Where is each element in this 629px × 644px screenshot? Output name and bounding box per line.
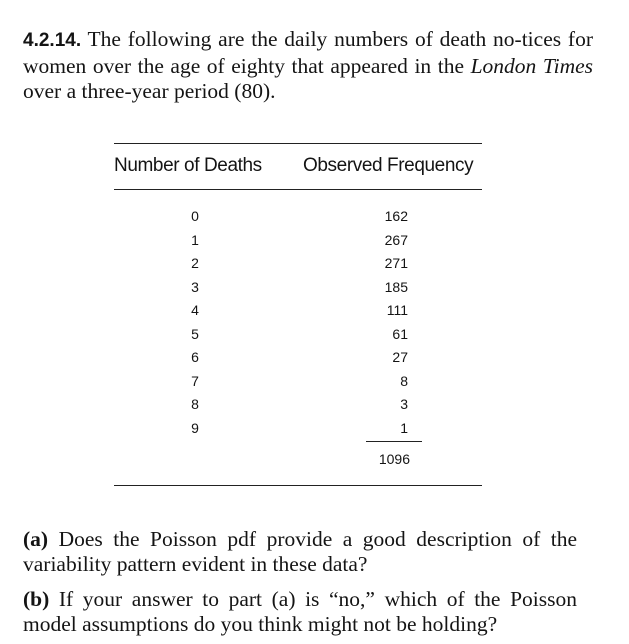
frequency-cell: 162 — [384, 208, 408, 224]
question-b — [23, 587, 577, 637]
problem-text-after: over a three-year period (80). — [23, 79, 276, 103]
frequency-cell: 8 — [400, 372, 408, 389]
question-b-text: If your answer to part (a) is “no,” which of the Poisson model assumptions do you think might not be holding? — [23, 587, 577, 636]
frequency-total: 1096 — [378, 451, 410, 467]
question-a-text: Does the Poisson pdf provide a good description of the variability pattern evident in these data? — [23, 527, 577, 576]
question-a-label: (a) — [23, 527, 49, 551]
frequency-cell: 185 — [384, 278, 408, 295]
deaths-cell: 7 — [191, 372, 199, 389]
deaths-cell: 9 — [191, 419, 199, 436]
publication-name: London Times — [470, 53, 594, 78]
problem-number: 4.2.14. — [23, 30, 82, 51]
header-observed-frequency: Observed Frequency — [303, 155, 474, 176]
deaths-cell: 2 — [191, 255, 199, 271]
deaths-cell: 1 — [191, 231, 199, 248]
frequency-column — [340, 205, 408, 440]
problem-statement — [23, 27, 593, 105]
frequency-cell: 61 — [392, 325, 408, 342]
table-top-rule — [114, 143, 482, 144]
problem-text-before: The following are the daily numbers of death no-tices for women over the age of eighty that appeared in the — [23, 27, 593, 78]
frequency-cell: 27 — [392, 349, 408, 365]
deaths-column — [150, 205, 240, 440]
frequency-cell: 111 — [386, 302, 408, 318]
frequency-cell: 3 — [400, 396, 408, 412]
deaths-cell: 0 — [191, 208, 199, 224]
deaths-cell: 8 — [191, 396, 199, 412]
header-number-of-deaths: Number of Deaths — [114, 155, 262, 176]
frequency-cell: 1 — [400, 419, 408, 436]
deaths-cell: 6 — [191, 349, 199, 365]
question-a — [23, 527, 577, 577]
deaths-cell: 3 — [191, 278, 199, 295]
frequency-cell: 267 — [384, 231, 408, 248]
question-b-label: (b) — [23, 587, 50, 611]
table-bottom-rule — [114, 485, 482, 486]
frequency-cell: 271 — [384, 255, 408, 271]
deaths-cell: 5 — [191, 325, 199, 342]
deaths-cell: 4 — [191, 302, 199, 318]
table-header-rule — [114, 189, 482, 190]
sum-rule — [366, 441, 422, 442]
